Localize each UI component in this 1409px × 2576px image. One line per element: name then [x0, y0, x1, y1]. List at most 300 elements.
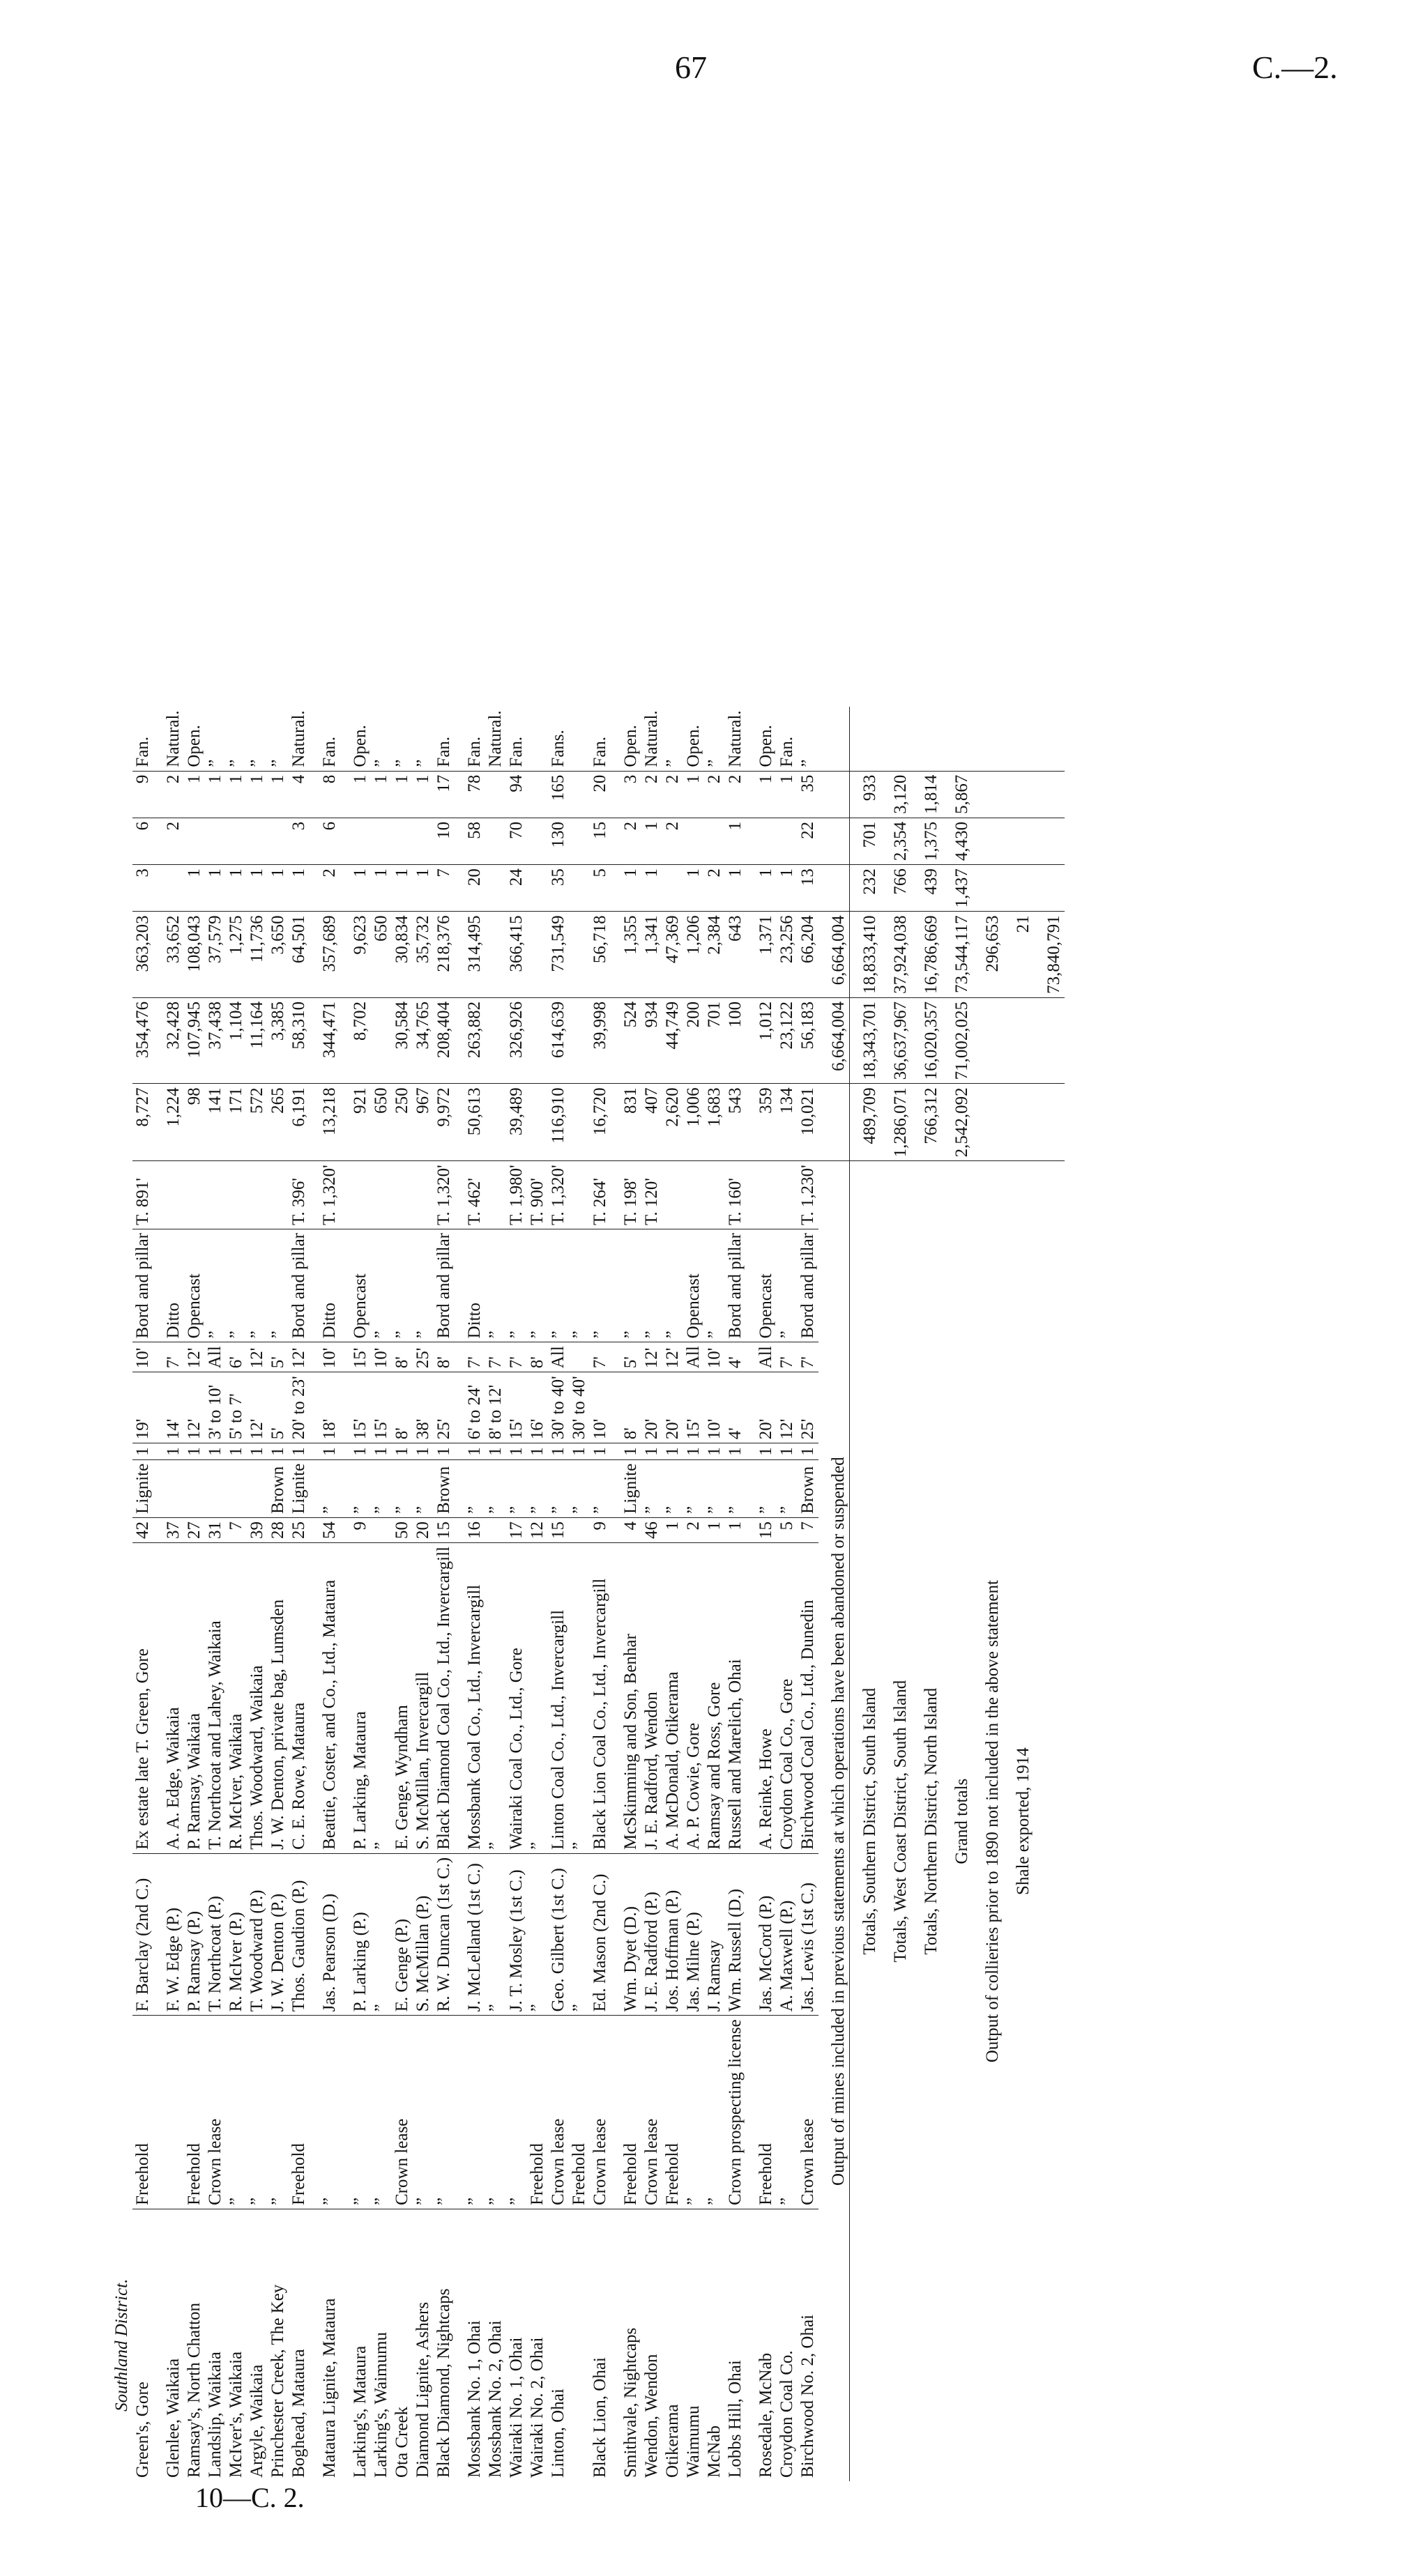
cell-manager: Ramsay and Ross, Gore: [704, 1542, 725, 1853]
cell-c2: 1,104: [226, 997, 247, 1084]
cell-tenure: Crown lease: [641, 2016, 662, 2209]
cell-owner: A. Maxwell (P.): [777, 1853, 798, 2016]
table-row: [184, 707, 205, 2481]
cell-thick: 12': [777, 1372, 798, 1443]
summary-c2: [1003, 997, 1034, 1084]
cell-method: Ditto: [455, 1229, 485, 1342]
cell-e2: [340, 818, 371, 864]
table-row: [548, 707, 569, 2481]
cell-worked: 12': [247, 1342, 268, 1372]
cell-method: Ditto: [153, 1229, 184, 1342]
rotated-table-region: [112, 112, 1366, 2481]
cell-seams: 1: [132, 1443, 153, 1460]
cell-manager: Mossbank Coal Co., Ltd., Invercargill: [455, 1542, 485, 1853]
cell-owner: R. McIver (P.): [226, 1853, 247, 2016]
cell-e2: 1: [725, 818, 746, 864]
cell-e3: 2: [641, 771, 662, 818]
cell-mine: Birchwood No. 2, Ohai: [798, 2315, 817, 2478]
cell-e3: 1: [777, 771, 798, 818]
cell-haulage: T. 198': [611, 1161, 641, 1229]
cell-c3: [569, 912, 590, 998]
cell-thick: 38': [413, 1372, 434, 1443]
cell-kind: Brown: [268, 1459, 289, 1517]
cell-e3: 1: [247, 771, 268, 818]
cell-thick: 10': [704, 1372, 725, 1443]
cell-manager: J. W. Denton, private bag, Lumsden: [268, 1542, 289, 1853]
cell-c2: 701: [704, 997, 725, 1084]
cell-c3: 9,623: [340, 912, 371, 998]
cell-c3: 2,384: [704, 912, 725, 998]
cell-dist: 7: [226, 1517, 247, 1542]
cell-c1: 98: [184, 1084, 205, 1161]
cell-method: Opencast: [184, 1229, 205, 1342]
summary-c2: 71,002,025: [942, 997, 973, 1084]
cell-c3: 1,371: [746, 912, 777, 998]
cell-tenure: ”: [268, 2016, 289, 2209]
cell-seams: 1: [289, 1443, 310, 1460]
cell-haulage: [777, 1161, 798, 1229]
cell-dist: 50: [392, 1517, 413, 1542]
cell-owner: Jas. McCord (P.): [746, 1853, 777, 2016]
cell-owner: F. Barclay (2nd C.): [132, 1853, 153, 2016]
cell-worked: 25': [413, 1342, 434, 1372]
cell-c3: 30,834: [392, 912, 413, 998]
document-reference: C.—2.: [1252, 49, 1338, 85]
cell-mine: Boghead, Mataura: [289, 2349, 308, 2478]
cell-haulage: [247, 1161, 268, 1229]
cell-c2: 344,471: [310, 997, 340, 1084]
summary-blank: [818, 707, 850, 771]
cell-e1: 1: [205, 865, 226, 912]
cell-worked: 12': [184, 1342, 205, 1372]
cell-e1: 1: [247, 865, 268, 912]
cell-vent: Fan.: [506, 707, 527, 771]
cell-haulage: [662, 1161, 683, 1229]
cell-e1: [153, 865, 184, 912]
cell-vent: Fan.: [310, 707, 340, 771]
cell-thick: 5': [268, 1372, 289, 1443]
summary-c2: 16,020,357: [911, 997, 942, 1084]
cell-mine: Rosedale, McNab: [756, 2352, 775, 2478]
cell-e1: 5: [590, 865, 611, 912]
cell-e2: 70: [506, 818, 527, 864]
cell-thick: 16': [527, 1372, 548, 1443]
cell-haulage: T. 1,320': [548, 1161, 569, 1229]
cell-c2: 11,164: [247, 997, 268, 1084]
cell-tenure: ”: [340, 2016, 371, 2209]
cell-e2: [392, 818, 413, 864]
summary-e1: [1034, 865, 1065, 912]
cell-kind: ”: [392, 1459, 413, 1517]
cell-worked: 8': [527, 1342, 548, 1372]
cell-e2: 2: [662, 818, 683, 864]
cell-owner: R. W. Duncan (1st C.): [434, 1853, 455, 2016]
cell-manager: A. Reinke, Howe: [746, 1542, 777, 1853]
cell-owner: P. Ramsay (P.): [184, 1853, 205, 2016]
cell-owner: Geo. Gilbert (1st C.): [548, 1853, 569, 2016]
cell-mine: Green's, Gore: [133, 2382, 152, 2478]
cell-c1: 8,727: [132, 1084, 153, 1161]
cell-worked: 8': [392, 1342, 413, 1372]
cell-tenure: Freehold: [527, 2016, 548, 2209]
cell-worked: 10': [132, 1342, 153, 1372]
cell-e2: 2: [153, 818, 184, 864]
cell-thick: 4': [725, 1372, 746, 1443]
cell-c3: 1,206: [683, 912, 704, 998]
cell-worked: 5': [611, 1342, 641, 1372]
cell-worked: 12': [641, 1342, 662, 1372]
table-row: [226, 707, 247, 2481]
cell-worked: All: [746, 1342, 777, 1372]
cell-seams: 1: [340, 1443, 371, 1460]
cell-vent: ”: [205, 707, 226, 771]
cell-tenure: Freehold: [184, 2016, 205, 2209]
table-row: [371, 707, 392, 2481]
cell-e2: 58: [455, 818, 485, 864]
cell-method: ”: [371, 1229, 392, 1342]
cell-e2: 10: [434, 818, 455, 864]
cell-method: Opencast: [746, 1229, 777, 1342]
cell-c1: 1,006: [683, 1084, 704, 1161]
table-row: [683, 707, 704, 2481]
cell-dist: 17: [506, 1517, 527, 1542]
cell-vent: Fan.: [132, 707, 153, 771]
cell-haulage: T. 462': [455, 1161, 485, 1229]
cell-tenure: Freehold: [289, 2016, 310, 2209]
cell-method: Bord and pillar: [725, 1229, 746, 1342]
cell-dist: 12: [527, 1517, 548, 1542]
cell-kind: ”: [590, 1459, 611, 1517]
cell-c1: 1,683: [704, 1084, 725, 1161]
cell-e3: 1: [683, 771, 704, 818]
cell-owner: T. Northcoat (P.): [205, 1853, 226, 2016]
cell-c3: 35,732: [413, 912, 434, 998]
cell-mine: Linton, Ohai: [549, 2389, 568, 2478]
summary-e3: 1,814: [911, 771, 942, 818]
cell-thick: 15': [506, 1372, 527, 1443]
cell-vent: Fan.: [455, 707, 485, 771]
cell-c1: 10,021: [798, 1084, 818, 1161]
summary-c3: 6,664,004: [818, 912, 850, 998]
cell-seams: 1: [184, 1443, 205, 1460]
summary-c2: 36,637,967: [881, 997, 911, 1084]
cell-e3: 35: [798, 771, 818, 818]
summary-e1: 1,437: [942, 865, 973, 912]
cell-owner: F. W. Edge (P.): [153, 1853, 184, 2016]
district-total-row: [911, 707, 942, 2481]
summary-blank: [850, 707, 881, 771]
cell-seams: 1: [662, 1443, 683, 1460]
cell-worked: 15': [340, 1342, 371, 1372]
cell-mine: Wairaki No. 2, Ohai: [528, 2337, 547, 2478]
cell-e2: [746, 818, 777, 864]
cell-mine: Ota Creek: [393, 2406, 411, 2478]
cell-owner: T. Woodward (P.): [247, 1853, 268, 2016]
cell-tenure: ”: [506, 2016, 527, 2209]
cell-kind: [205, 1459, 226, 1517]
cell-c1: 9,972: [434, 1084, 455, 1161]
summary-c3: 73,544,117: [942, 912, 973, 998]
cell-kind: ”: [704, 1459, 725, 1517]
cell-e1: 1: [392, 865, 413, 912]
cell-manager: ”: [371, 1542, 392, 1853]
cell-owner: ”: [485, 1853, 506, 2016]
cell-e2: [184, 818, 205, 864]
cell-c3: 366,415: [506, 912, 527, 998]
summary-label: Totals, Southern District, South Island: [850, 1161, 881, 2481]
cell-vent: ”: [247, 707, 268, 771]
cell-thick: 8': [392, 1372, 413, 1443]
cell-owner: J. McLelland (1st C.): [455, 1853, 485, 2016]
cell-kind: ”: [371, 1459, 392, 1517]
cell-dist: 42: [132, 1517, 153, 1542]
cell-vent: Open.: [683, 707, 704, 771]
summary-blank: [973, 707, 1003, 771]
cell-c3: 33,652: [153, 912, 184, 998]
table-row: [569, 707, 590, 2481]
colliery-table: [112, 707, 1065, 2481]
cell-worked: 7': [153, 1342, 184, 1372]
cell-seams: 1: [527, 1443, 548, 1460]
cell-c2: 524: [611, 997, 641, 1084]
cell-mine: [569, 2209, 590, 2482]
cell-c1: 650: [371, 1084, 392, 1161]
cell-thick: 20': [746, 1372, 777, 1443]
cell-thick: 30' to 40': [548, 1372, 569, 1443]
cell-method: ”: [226, 1229, 247, 1342]
cell-thick: 20': [641, 1372, 662, 1443]
cell-tenure: Crown lease: [392, 2016, 413, 2209]
cell-vent: [569, 707, 590, 771]
cell-kind: Lignite: [132, 1459, 153, 1517]
cell-haulage: [268, 1161, 289, 1229]
cell-c3: 66,204: [798, 912, 818, 998]
cell-e2: [569, 818, 590, 864]
cell-seams: 1: [777, 1443, 798, 1460]
cell-vent: ”: [268, 707, 289, 771]
cell-mine: Glenlee, Waikaia: [164, 2358, 183, 2478]
table-row: [289, 707, 310, 2481]
cell-haulage: [485, 1161, 506, 1229]
cell-kind: ”: [413, 1459, 434, 1517]
table-row: [590, 707, 611, 2481]
cell-c2: 34,765: [413, 997, 434, 1084]
page-number: 67: [675, 49, 707, 85]
cell-mine: Ramsay's, North Chatton: [185, 2302, 204, 2478]
cell-vent: Open.: [184, 707, 205, 771]
cell-mine: McNab: [705, 2425, 724, 2478]
cell-mine: Smithvale, Nightcaps: [621, 2327, 640, 2478]
cell-dist: 31: [205, 1517, 226, 1542]
cell-tenure: ”: [485, 2016, 506, 2209]
cell-kind: [247, 1459, 268, 1517]
cell-c2: 8,702: [340, 997, 371, 1084]
cell-dist: [569, 1517, 590, 1542]
cell-thick: 8' to 12': [485, 1372, 506, 1443]
table-row: [434, 707, 455, 2481]
cell-mine: Larking's, Waimumu: [372, 2332, 390, 2478]
cell-c1: 50,613: [455, 1084, 485, 1161]
summary-e2: 4,430: [942, 818, 973, 864]
cell-c3: 1,275: [226, 912, 247, 998]
cell-c1: 141: [205, 1084, 226, 1161]
cell-c2: 934: [641, 997, 662, 1084]
cell-tenure: Crown lease: [798, 2016, 818, 2209]
cell-mine: Black Lion, Ohai: [591, 2357, 609, 2478]
summary-c2: 18,343,701: [850, 997, 881, 1084]
cell-kind: Lignite: [611, 1459, 641, 1517]
summary-c2: [1034, 997, 1065, 1084]
cell-c2: 100: [725, 997, 746, 1084]
cell-c2: 208,404: [434, 997, 455, 1084]
cell-e2: 15: [590, 818, 611, 864]
cell-e2: [704, 818, 725, 864]
cell-thick: 19': [132, 1372, 153, 1443]
cell-e3: 8: [310, 771, 340, 818]
summary-c2: 6,664,004: [818, 997, 850, 1084]
summary-c3: 21: [1003, 912, 1034, 998]
cell-manager: S. McMillan, Invercargill: [413, 1542, 434, 1853]
cell-e3: 17: [434, 771, 455, 818]
summary-blank: [942, 707, 973, 771]
cell-manager: ”: [527, 1542, 548, 1853]
cell-mine: Otikerama: [663, 2404, 682, 2478]
cell-c1: 2,620: [662, 1084, 683, 1161]
cell-seams: 1: [247, 1443, 268, 1460]
cell-manager: A. P. Cowie, Gore: [683, 1542, 704, 1853]
cell-owner: Wm. Russell (D.): [725, 1853, 746, 2016]
colliery-table-body: [112, 707, 1065, 2481]
cell-c3: 3,650: [268, 912, 289, 998]
cell-e1: 1: [289, 865, 310, 912]
cell-owner: ”: [569, 1853, 590, 2016]
cell-manager: McSkimming and Son, Benhar: [611, 1542, 641, 1853]
cell-c3: 1,341: [641, 912, 662, 998]
cell-thick: 8': [611, 1372, 641, 1443]
cell-c1: 171: [226, 1084, 247, 1161]
cell-mine: Croydon Coal Co.: [777, 2350, 796, 2478]
cell-e3: 1: [340, 771, 371, 818]
cell-haulage: [226, 1161, 247, 1229]
cell-worked: 7': [777, 1342, 798, 1372]
cell-c1: 116,910: [548, 1084, 569, 1161]
cell-haulage: T. 1,230': [798, 1161, 818, 1229]
cell-haulage: [683, 1161, 704, 1229]
cell-dist: 37: [153, 1517, 184, 1542]
summary-c3: 296,653: [973, 912, 1003, 998]
cell-method: ”: [611, 1229, 641, 1342]
cell-thick: 30' to 40': [569, 1372, 590, 1443]
summary-label: [1034, 1161, 1065, 2481]
cell-e2: [268, 818, 289, 864]
cell-seams: 1: [153, 1443, 184, 1460]
cell-method: ”: [485, 1229, 506, 1342]
cell-kind: ”: [548, 1459, 569, 1517]
cell-owner: J. T. Mosley (1st C.): [506, 1853, 527, 2016]
cell-tenure: ”: [247, 2016, 268, 2209]
cell-kind: ”: [310, 1459, 340, 1517]
cell-dist: 15: [434, 1517, 455, 1542]
summary-e2: 1,375: [911, 818, 942, 864]
cell-manager: E. Genge, Wyndham: [392, 1542, 413, 1853]
cell-c2: [485, 997, 506, 1084]
table-row: [506, 707, 527, 2481]
cell-method: ”: [205, 1229, 226, 1342]
cell-worked: 12': [662, 1342, 683, 1372]
cell-seams: 1: [205, 1443, 226, 1460]
cell-c1: 39,489: [506, 1084, 527, 1161]
cell-manager: ”: [569, 1542, 590, 1853]
table-row: [132, 707, 153, 2481]
cell-manager: Croydon Coal Co., Gore: [777, 1542, 798, 1853]
summary-e2: [1034, 818, 1065, 864]
cell-vent: Fan.: [590, 707, 611, 771]
cell-manager: C. E. Rowe, Mataura: [289, 1542, 310, 1853]
cell-kind: ”: [506, 1459, 527, 1517]
cell-dist: 1: [662, 1517, 683, 1542]
cell-dist: 15: [746, 1517, 777, 1542]
cell-c1: 6,191: [289, 1084, 310, 1161]
cell-c1: 1,224: [153, 1084, 184, 1161]
cell-vent: Open.: [746, 707, 777, 771]
cell-tenure: ”: [310, 2016, 340, 2209]
summary-e3: [973, 771, 1003, 818]
cell-c2: 58,310: [289, 997, 310, 1084]
cell-tenure: Crown prospecting license: [725, 2016, 746, 2209]
cell-seams: 1: [413, 1443, 434, 1460]
cell-e3: 2: [725, 771, 746, 818]
cell-thick: 14': [153, 1372, 184, 1443]
cell-c1: 572: [247, 1084, 268, 1161]
cell-method: ”: [704, 1229, 725, 1342]
cell-kind: ”: [641, 1459, 662, 1517]
cell-owner: J. Ramsay: [704, 1853, 725, 2016]
cell-c2: 1,012: [746, 997, 777, 1084]
cell-e1: 13: [798, 865, 818, 912]
final-total-row: [1034, 707, 1065, 2481]
cell-dist: 9: [340, 1517, 371, 1542]
summary-e1: [973, 865, 1003, 912]
cell-seams: 1: [506, 1443, 527, 1460]
cell-dist: [371, 1517, 392, 1542]
cell-manager: A. McDonald, Otikerama: [662, 1542, 683, 1853]
cell-e1: 2: [310, 865, 340, 912]
cell-worked: 10': [371, 1342, 392, 1372]
cell-kind: ”: [527, 1459, 548, 1517]
cell-vent: ”: [226, 707, 247, 771]
cell-e2: [527, 818, 548, 864]
cell-e1: 20: [455, 865, 485, 912]
cell-tenure: Freehold: [569, 2016, 590, 2209]
cell-e2: 6: [310, 818, 340, 864]
cell-owner: P. Larking (P.): [340, 1853, 371, 2016]
cell-e3: 1: [413, 771, 434, 818]
cell-e1: 2: [704, 865, 725, 912]
cell-mine: Black Diamond, Nightcaps: [434, 2288, 453, 2478]
cell-c1: 921: [340, 1084, 371, 1161]
cell-seams: 1: [683, 1443, 704, 1460]
summary-c3: 73,840,791: [1034, 912, 1065, 998]
summary-label: Output of collieries prior to 1890 not included in the above statement: [983, 1580, 1002, 2063]
summary-label: Shale exported, 1914: [1014, 1747, 1033, 1896]
shale-row: [1003, 707, 1034, 2481]
cell-mine: Lobbs Hill, Ohai: [726, 2360, 745, 2478]
summary-c3: 16,786,669: [911, 912, 942, 998]
summary-c1: 766,312: [911, 1084, 942, 1161]
cell-worked: 7': [590, 1342, 611, 1372]
summary-e2: 701: [850, 818, 881, 864]
cell-e3: 1: [268, 771, 289, 818]
